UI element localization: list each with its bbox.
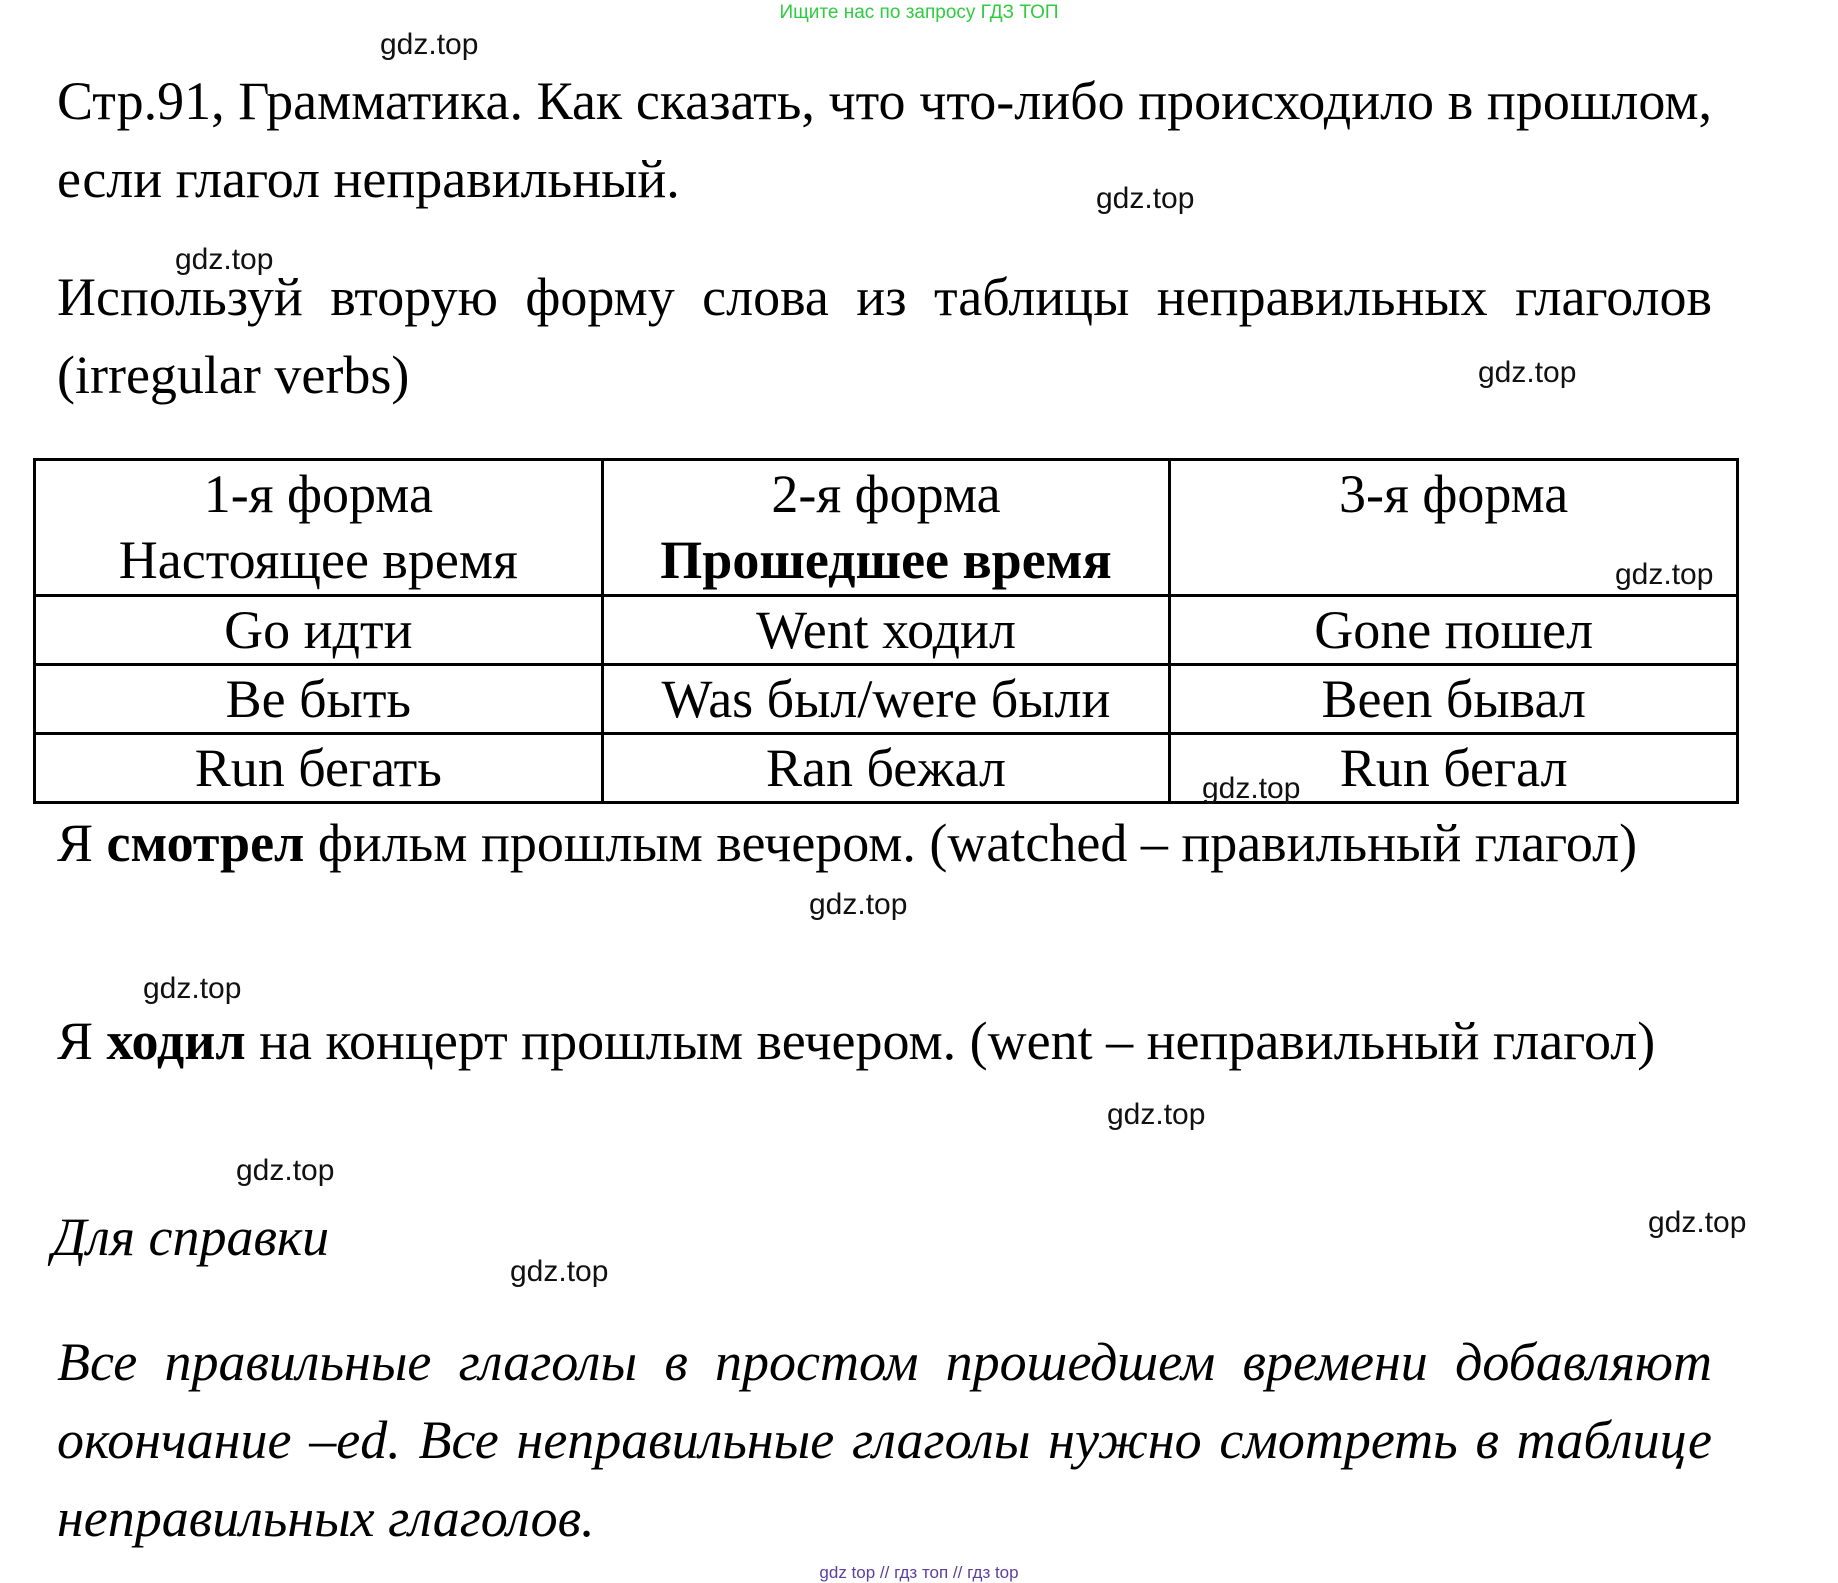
irregular-verbs-table [33,458,1739,804]
example-1-rest: фильм прошлым вечером. (watched – правильный глагол) [304,813,1638,873]
table-cell: Be быть [35,665,603,734]
heading: Стр.91, Грамматика. Как сказать, что что-либо происходило в прошлом, если глагол неправильный. [57,71,1712,209]
watermark: gdz.top [143,972,242,1005]
example-2-prefix: Я [57,1011,107,1071]
example-2-verb: ходил [106,1011,246,1071]
example-sentence-1 [57,804,1712,882]
footer-links: gdz top // гдз топ // гдз top [819,1563,1019,1582]
header-cell-form-2 [602,460,1170,596]
reference-text: Все правильные глаголы в простом прошедшем времени добавляют окончание –ed. Все неправильные глаголы нужно смотреть в таблице неправильных глаголов. [57,1332,1712,1548]
table-row [35,596,1738,665]
reference-title: Для справки [52,1207,330,1267]
watermark: gdz.top [510,1255,609,1288]
example-1-verb: смотрел [106,813,305,873]
header-form-1-line2: Настоящее время [118,530,518,590]
watermark: gdz.top [236,1154,335,1187]
table-row [35,665,1738,734]
table-cell: Was был/were были [602,665,1170,734]
watermark: gdz.top [1202,772,1301,805]
watermark: gdz.top [809,888,908,921]
table-header-row [35,460,1738,596]
table-cell: Run бегать [35,734,603,803]
watermark: gdz.top [380,28,479,61]
header-form-3-line1: 3-я форма [1339,464,1569,524]
watermark: gdz.top [1107,1098,1206,1131]
watermark: gdz.top [1615,558,1714,591]
header-form-2-line2: Прошедшее время [660,530,1112,590]
instruction: Используй вторую форму слова из таблицы неправильных глаголов (irregular verbs) [57,267,1712,405]
header-form-2-line1: 2-я форма [771,464,1001,524]
top-banner: Ищите нас по запросу ГДЗ ТОП [779,2,1059,23]
watermark: gdz.top [1478,356,1577,389]
table-cell: Run бегал [1170,734,1738,803]
table-cell: Went ходил [602,596,1170,665]
example-1-prefix: Я [57,813,107,873]
example-2-rest: на концерт прошлым вечером. (went – неправильный глагол) [245,1011,1656,1071]
table-cell: Gone пошел [1170,596,1738,665]
watermark: gdz.top [1648,1206,1747,1239]
header-form-1-line1: 1-я форма [203,464,433,524]
table-cell: Go идти [35,596,603,665]
table-cell: Been бывал [1170,665,1738,734]
table-cell: Ran бежал [602,734,1170,803]
table-row [35,734,1738,803]
header-cell-form-1 [35,460,603,596]
example-sentence-2 [57,1002,1712,1080]
watermark: gdz.top [1096,182,1195,215]
watermark: gdz.top [175,243,274,276]
